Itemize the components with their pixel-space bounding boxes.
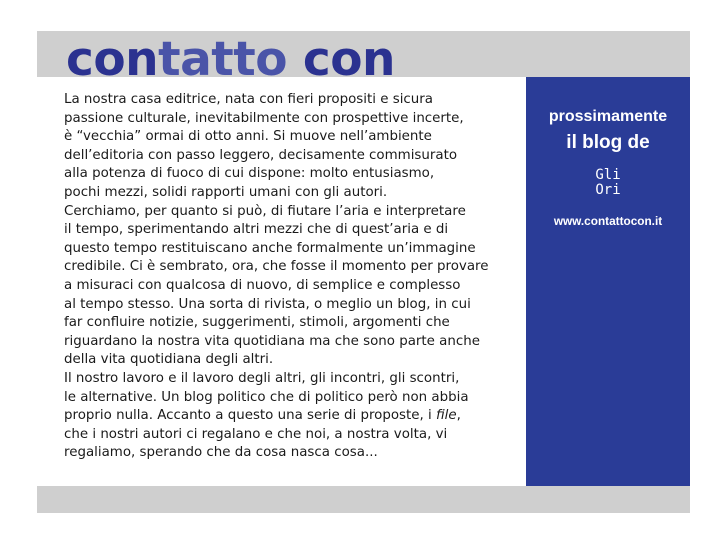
blog-announcement-panel bbox=[526, 77, 690, 486]
article-line: La nostra casa editrice, nata con fieri propositi e sicura bbox=[64, 92, 433, 107]
logo-part-2: tatto bbox=[158, 32, 288, 87]
gli-ori-bottom: Ori bbox=[595, 182, 621, 198]
article-line: a misuraci con qualcosa di nuovo, di semplice e complesso bbox=[64, 277, 461, 293]
article-line: proprio nulla. Accanto a questo una serie di proposte, i file, bbox=[64, 408, 461, 424]
logo-part-1: con bbox=[66, 32, 159, 87]
article-line: Cerchiamo, per quanto si può, di fiutare l’aria e interpretare bbox=[64, 203, 466, 219]
article-line: regaliamo, sperando che da cosa nasca cosa... bbox=[64, 445, 378, 461]
article-line: credibile. Ci è sembrato, ora, che fosse il momento per provare bbox=[64, 259, 489, 275]
article-line: passione culturale, inevitabilmente con prospettive incerte, bbox=[64, 110, 464, 126]
article-body bbox=[64, 91, 514, 463]
article-line: al tempo stesso. Una sorta di rivista, o meglio un blog, in cui bbox=[64, 296, 471, 312]
article-line: le alternative. Un blog politico che di politico però non abbia bbox=[64, 389, 469, 405]
article-line: Il nostro lavoro e il lavoro degli altri, gli incontri, gli scontri, bbox=[64, 370, 460, 386]
bottom-gray-band bbox=[37, 486, 690, 513]
gli-ori-top: Gli bbox=[595, 167, 621, 183]
article-line: è “vecchia” ormai di otto anni. Si muove nell’ambiente bbox=[64, 129, 432, 145]
article-line: far confluire notizie, suggerimenti, stimoli, argomenti che bbox=[64, 315, 450, 331]
website-link[interactable]: www.contattocon.it bbox=[553, 214, 663, 228]
panel-heading-prossimamente: prossimamente bbox=[548, 108, 668, 125]
logo-part-3: con bbox=[287, 32, 396, 87]
italic-file-word: file bbox=[436, 408, 457, 424]
article-line: pochi mezzi, solidi rapporti umani con gli autori. bbox=[64, 184, 388, 200]
article-line: della vita quotidiana degli altri. bbox=[64, 352, 274, 368]
contatto-con-logo bbox=[66, 30, 395, 90]
article-line: il tempo, sperimentando altri mezzi che di quest’aria e di bbox=[64, 222, 449, 238]
article-line: che i nostri autori ci regalano e che noi, a nostra volta, vi bbox=[64, 426, 448, 442]
article-line: dell’editoria con passo leggero, decisamente commisurato bbox=[64, 147, 458, 163]
article-line: questo tempo restituiscano anche formalmente un’immagine bbox=[64, 240, 476, 256]
gli-ori-logo bbox=[526, 168, 690, 198]
article-line: alla potenza di fuoco di cui dispone: molto entusiasmo, bbox=[64, 166, 435, 182]
panel-heading-blog: il blog de bbox=[566, 132, 650, 153]
article-line: riguardano la nostra vita quotidiana ma che sono parte anche bbox=[64, 333, 480, 349]
